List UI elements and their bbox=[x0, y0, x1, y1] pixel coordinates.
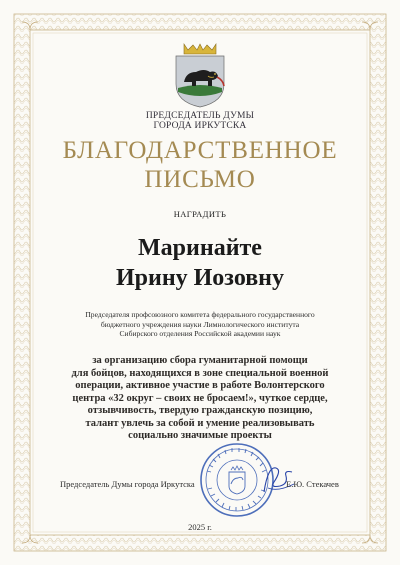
reason-line-7: социально значимые проекты bbox=[128, 430, 272, 441]
document-year: 2025 г. bbox=[188, 522, 212, 532]
reason-line-3: операции, активное участие в работе Волонтерского bbox=[75, 380, 325, 391]
document-title-line-1: БЛАГОДАРСТВЕННОЕ bbox=[62, 137, 338, 164]
recipient-position-line-1: Председателя профсоюзного комитета федерального государственного bbox=[85, 310, 315, 319]
reason-line-6: талант увлечь за собой и умение реализовывать bbox=[85, 417, 315, 429]
signatory-name: Е.Ю. Стекачев bbox=[286, 479, 339, 489]
award-label: НАГРАДИТЬ bbox=[173, 209, 227, 219]
irkutsk-coat-of-arms-icon bbox=[170, 42, 230, 108]
signatory-title: Председатель Думы города Иркутска bbox=[60, 479, 195, 489]
reason-line-5: отзывчивость, твердую гражданскую позицию, bbox=[87, 405, 313, 416]
document-title-line-2: ПИСЬМО bbox=[144, 166, 256, 193]
organization-line-1: ПРЕДСЕДАТЕЛЬ ДУМЫ bbox=[145, 111, 255, 121]
reason-line-4: центра «32 округ – своих не бросаем!», чуткое сердце, bbox=[72, 392, 328, 404]
recipient-given-name: Ирину Иозовну bbox=[115, 265, 285, 291]
reason-line-1: за организацию сбора гуманитарной помощи bbox=[92, 355, 308, 366]
recipient-surname: Маринайте bbox=[138, 235, 262, 261]
recipient-position-line-3: Сибирского отделения Российской академии наук bbox=[119, 329, 281, 338]
organization-line-2: ГОРОДА ИРКУТСКА bbox=[153, 121, 247, 131]
recipient-position-line-2: бюджетного учреждения науки Лимнологического института bbox=[100, 319, 300, 329]
reason-line-2: для бойцов, находящихся в зоне специальной военной bbox=[71, 367, 329, 379]
